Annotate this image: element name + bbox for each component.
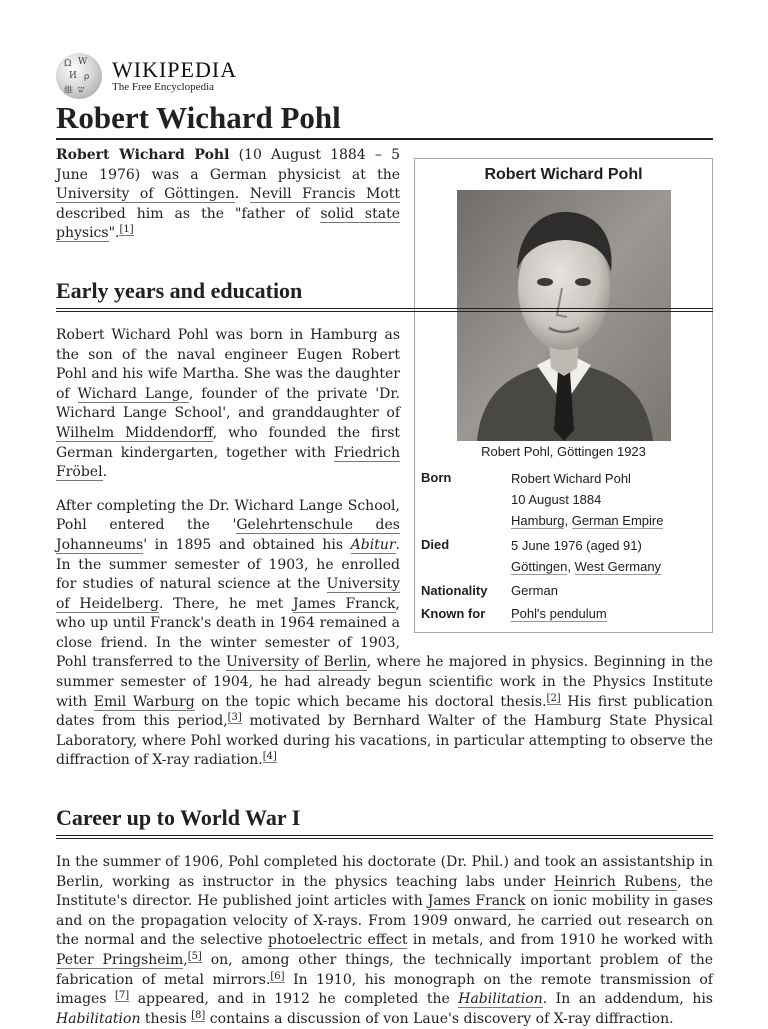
heading-career-wwi: Career up to World War I (56, 805, 713, 836)
ref-6[interactable]: [6] (270, 970, 285, 982)
nationality-value: German (511, 582, 558, 598)
link-habilitation[interactable]: Habilitation (458, 991, 543, 1008)
died-place-link[interactable]: Göttingen (511, 558, 568, 574)
infobox-row-nationality (415, 581, 712, 601)
died-country-link[interactable]: West Germany (574, 558, 662, 574)
link-friedrich-frobel[interactable]: Friedrich Fröbel (56, 444, 400, 481)
known-for-label: Known for (421, 606, 486, 621)
died-date: 5 June 1976 (aged 91) (511, 537, 642, 553)
site-tagline: The Free Encyclopedia (112, 80, 215, 93)
link-university-gottingen[interactable]: University of Göttingen (56, 186, 235, 203)
known-for-link[interactable]: Pohl's pendulum (511, 606, 607, 621)
link-nevill-mott[interactable]: Nevill Francis Mott (249, 186, 400, 203)
ref-7[interactable]: [7] (115, 990, 130, 1002)
ref-1[interactable]: [1] (119, 224, 134, 236)
page-title: Robert Wichard Pohl (56, 100, 713, 140)
link-university-heidelberg[interactable]: University of Heidelberg (56, 576, 400, 612)
early-paragraph-1: Robert Wichard Pohl was born in Hamburg as the son of the naval engineer Eugen Robert Pohl and his wife Martha. She was the daughter of Wichard Lange, founder of the private 'Dr. Wichard Lange School', and granddaughter of Wilhelm Middendorff, who founded the first German kindergarten, together with Friedrich Fröbel. (56, 326, 401, 481)
link-james-franck-2[interactable]: James Franck (427, 893, 526, 910)
career-paragraph-1: In the summer of 1906, Pohl completed his doctorate (Dr. Phil.) and took an assistantship in Berlin, working as instructor in the physics teaching labs under Heinrich Rubens, the Institute's director. He published joint articles with James Franck on ionic mobility in gases and on the propagation velocity of X-rays. From 1909 onward, he carried out research on the normal and the selective photoelectric effect in metals, and from 1910 he worked with Peter Pringsheim,[5] on, among other things, the technically important problem of the fabrication of metal mirrors.[6] In 1910, his monograph on the remote transmission of images [7] appeared, and in 1912 he completed the Habilitation. In an addendum, his Habilitation thesis [8] contains a discussion of von Laue's discovery of X-ray diffraction. (56, 854, 714, 1027)
portrait-image[interactable] (457, 190, 671, 441)
ref-5[interactable]: [5] (187, 951, 202, 962)
link-heinrich-rubens[interactable]: Heinrich Rubens (553, 873, 678, 890)
link-abitur[interactable]: Abitur (350, 536, 396, 553)
link-solid-state-physics[interactable]: solid state physics (56, 205, 400, 242)
early-paragraph-2: After completing the Dr. Wichard Lange School, Pohl entered the 'Gelehrtenschule des Johanneums' in 1895 and obtained his Abitur. In the summer semester of 1903, he enrolled for studies of natural science at the University of Heidelberg. There, he met James Franck, who up until Franck's death in 1964 remained a close friend. In the winter semester of 1903, Pohl transferred to the University of Berlin, where he majored in physics. Beginning in the summer semester of 1904, he had already begun scientific work in the Physics Institute with Emil Warburg on the topic which became his doctoral thesis.[2] His first publication dates from this period,[3] motivated by Bernhard Walter of the Hamburg State Physical Laboratory, where Pohl worked during his vacations, in particular attempting to observe the diffraction of X-ray radiation.[4] (56, 497, 714, 769)
site-name: WIKIPEDIA (112, 56, 238, 82)
nationality-label: Nationality (421, 582, 488, 598)
born-name: Robert Wichard Pohl (511, 470, 631, 486)
born-country-link[interactable]: German Empire (571, 512, 664, 528)
portrait-caption: Robert Pohl, Göttingen 1923 (481, 444, 646, 459)
died-value: 5 June 1976 (aged 91) Göttingen, West Germany (511, 535, 706, 577)
ref-2[interactable]: [2] (546, 692, 561, 704)
link-wichard-lange[interactable]: Wichard Lange (77, 385, 189, 402)
infobox (414, 158, 713, 633)
lead-paragraph: Robert Wichard Pohl (10 August 1884 – 5 June 1976) was a German physicist at the University of Göttingen. Nevill Francis Mott described him as the "father of solid state physics".[1] (56, 147, 400, 242)
link-james-franck[interactable]: James Franck (292, 595, 396, 612)
wikipedia-globe-icon[interactable]: Ω W И ρ 維 ש (56, 53, 102, 99)
infobox-title: Robert Wichard Pohl (484, 166, 643, 183)
link-gelehrtenschule[interactable]: Gelehrtenschule des Johanneums (56, 517, 400, 553)
link-university-berlin[interactable]: University of Berlin (225, 654, 367, 671)
heading-early-years: Early years and education (56, 278, 713, 309)
born-label: Born (421, 469, 452, 485)
born-place-link[interactable]: Hamburg (511, 512, 565, 528)
link-wilhelm-middendorff[interactable]: Wilhelm Middendorff (56, 424, 213, 441)
ref-4[interactable]: [4] (262, 751, 277, 763)
wikipedia-wordmark[interactable] (112, 56, 238, 94)
site-header (56, 52, 713, 100)
article-body (56, 146, 713, 1029)
article-page (56, 52, 713, 1029)
ref-3[interactable]: [3] (227, 712, 242, 724)
subject-name: Robert Wichard Pohl (56, 147, 230, 163)
link-emil-warburg[interactable]: Emil Warburg (93, 693, 195, 710)
died-label: Died (421, 536, 450, 552)
link-photoelectric-effect[interactable]: photoelectric effect (268, 932, 408, 949)
ref-8[interactable]: [8] (191, 1009, 206, 1021)
born-date: 10 August 1884 (511, 491, 602, 507)
infobox-row-died (415, 535, 712, 577)
link-peter-pringsheim[interactable]: Peter Pringsheim (56, 952, 184, 968)
born-value: Robert Wichard Pohl 10 August 1884 Hamburg, German Empire (511, 468, 706, 531)
infobox-row-known-for (415, 604, 712, 624)
infobox-row-born (415, 468, 712, 531)
